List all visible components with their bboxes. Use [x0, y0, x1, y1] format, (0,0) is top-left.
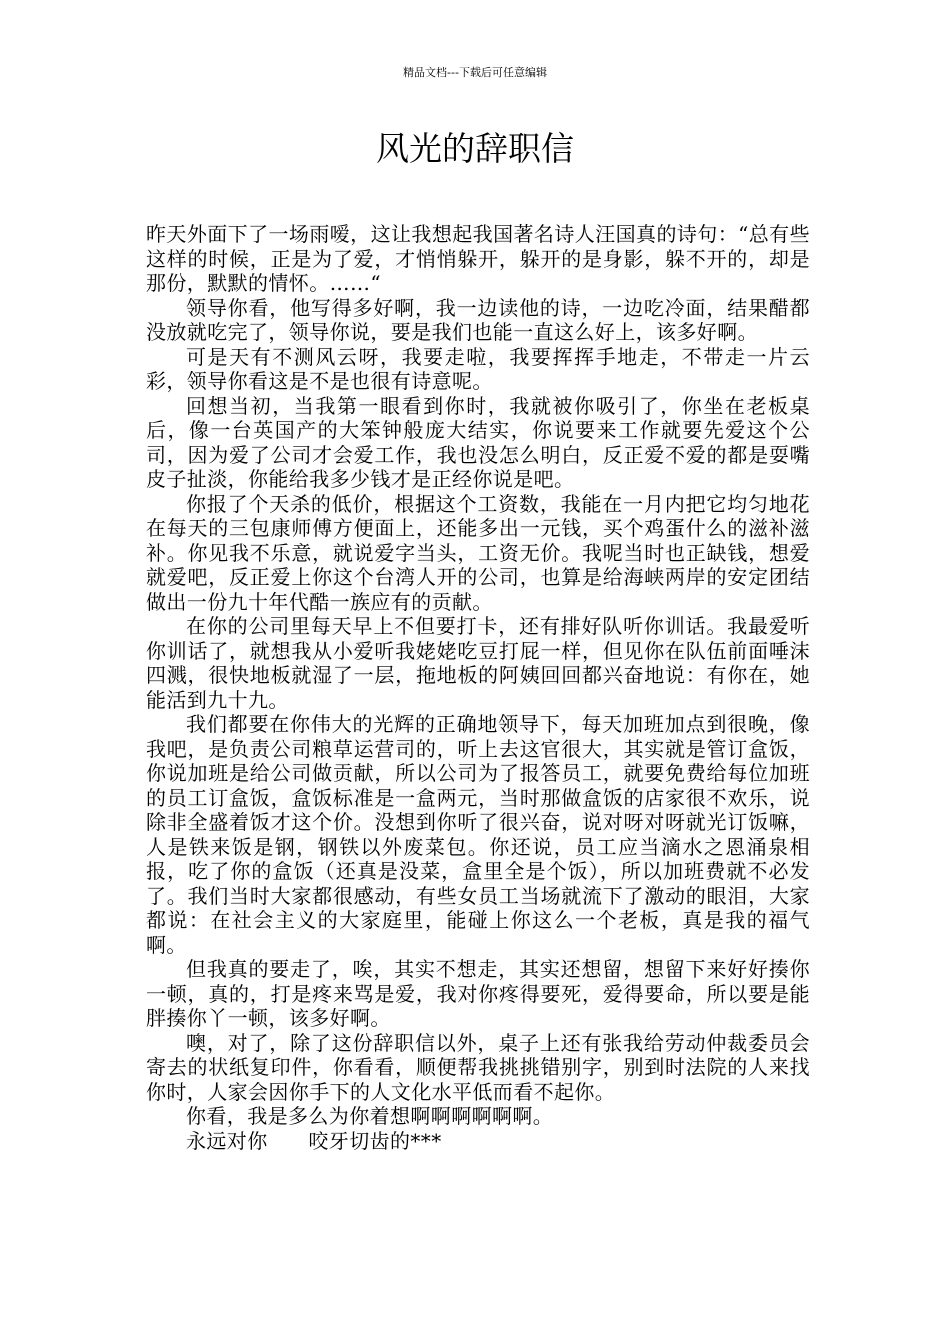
paragraph-3: 可是天有不测风云呀，我要走啦，我要挥挥手地走，不带走一片云彩，领导你看这是不是也很有诗意呢。: [146, 344, 810, 393]
paragraph-7: 我们都要在你伟大的光辉的正确地领导下，每天加班加点到很晚，像我吧，是负责公司粮草运营司的，听上去这官很大，其实就是管订盒饭，你说加班是给公司做贡献，所以公司为了报答员工，就要免费给每位加班的员工订盒饭，盒饭标准是一盒两元，当时那做盒饭的店家很不欢乐，说除非全盛着饭才这个价。没想到你听了很兴奋，说对呀对呀就光订饭嘛，人是铁来饭是钢，钢铁以外废菜包。你还说，员工应当滴水之恩涌泉相报，吃了你的盒饭（还真是没菜，盒里全是个饭），所以加班费就不必发了。我们当时大家都很感动，有些女员工当场就流下了激动的眼泪，大家都说：在社会主义的大家庭里，能碰上你这么一个老板，真是我的福气啊。: [146, 712, 810, 957]
paragraph-5: 你报了个天杀的低价，根据这个工资数，我能在一月内把它均匀地花在每天的三包康师傅方便面上，还能多出一元钱，买个鸡蛋什么的滋补滋补。你见我不乐意，就说爱字当头，工资无价。我呢当时也正缺钱，想爱就爱吧，反正爱上你这个台湾人开的公司，也算是给海峡两岸的安定团结做出一份九十年代酷一族应有的贡献。: [146, 491, 810, 614]
paragraph-8: 但我真的要走了，唉，其实不想走，其实还想留，想留下来好好揍你一顿，真的，打是疼来骂是爱，我对你疼得要死，爱得要命，所以要是能胖揍你丫一顿，该多好啊。: [146, 957, 810, 1030]
document-title: 风光的辞职信: [376, 129, 574, 168]
letter-body: [146, 222, 810, 1153]
paragraph-2: 领导你看，他写得多好啊，我一边读他的诗，一边吃冷面，结果醋都没放就吃完了，领导你说，要是我们也能一直这么好上，该多好啊。: [146, 295, 810, 344]
header-note: 精品文档---下载后可任意编辑: [403, 66, 547, 79]
paragraph-4: 回想当初，当我第一眼看到你时，我就被你吸引了，你坐在老板桌后，像一台英国产的大笨钟般庞大结实，你说要来工作就要先爱这个公司，因为爱了公司才会爱工作，我也没怎么明白，反正爱不爱的都是耍嘴皮子扯淡，你能给我多少钱才是正经你说是吧。: [146, 393, 810, 491]
paragraph-10: 你看，我是多么为你着想啊啊啊啊啊啊。: [186, 1104, 554, 1128]
signature-line: 永远对你 咬牙切齿的***: [186, 1128, 442, 1153]
paragraph-6: 在你的公司里每天早上不但要打卡，还有排好队听你训话。我最爱听你训话了，就想我从小爱听我姥姥吃豆打屁一样，但见你在队伍前面唾沫四溅，很快地板就湿了一层，拖地板的阿姨回回都兴奋地说：有你在，她能活到九十九。: [146, 614, 810, 712]
paragraph-9: 噢，对了，除了这份辞职信以外，桌子上还有张我给劳动仲裁委员会寄去的状纸复印件，你看看，顺便帮我挑挑错别字，别到时法院的人来找你时，人家会因你手下的人文化水平低而看不起你。: [146, 1030, 810, 1104]
paragraph-1: 昨天外面下了一场雨嗳，这让我想起我国著名诗人汪国真的诗句：“总有些这样的时候，正是为了爱，才悄悄躲开，躲开的是身影，躲不开的，却是那份，默默的情怀。……“: [146, 222, 810, 295]
